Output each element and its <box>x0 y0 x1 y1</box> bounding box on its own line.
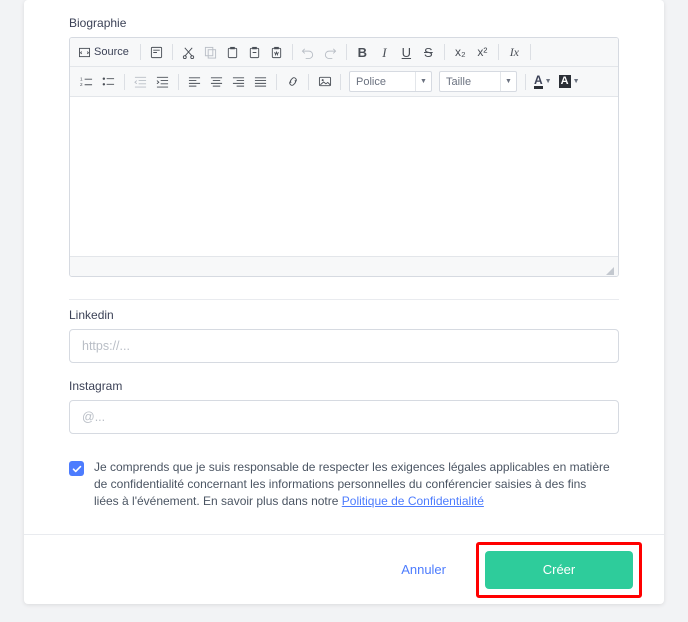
check-icon <box>72 464 82 474</box>
superscript-icon[interactable]: x² <box>477 45 488 59</box>
modal-body <box>24 0 664 512</box>
copy-icon[interactable] <box>200 42 221 62</box>
toolbar-separator <box>140 44 141 60</box>
modal-footer <box>24 534 664 604</box>
indent-icon[interactable] <box>152 72 173 92</box>
bold-icon[interactable]: B <box>357 44 368 60</box>
svg-text:2: 2 <box>80 82 83 88</box>
cancel-button[interactable]: Annuler <box>391 554 456 585</box>
source-button[interactable] <box>76 42 135 62</box>
text-color-glyph: A <box>534 73 543 87</box>
align-left-icon[interactable] <box>184 72 205 92</box>
underline-icon[interactable]: U <box>401 44 412 60</box>
chevron-down-icon: ▼ <box>415 72 431 91</box>
toolbar-separator <box>340 74 341 90</box>
source-label: Source <box>94 45 129 58</box>
outdent-icon[interactable] <box>130 72 151 92</box>
toolbar-separator <box>498 44 499 60</box>
font-family-value: Police <box>356 75 386 88</box>
align-right-icon[interactable] <box>228 72 249 92</box>
toolbar-separator <box>444 44 445 60</box>
align-justify-icon[interactable] <box>250 72 271 92</box>
font-size-select[interactable] <box>439 71 517 92</box>
font-family-select[interactable] <box>349 71 432 92</box>
speaker-form-modal <box>24 0 664 604</box>
privacy-policy-link[interactable]: Politique de Confidentialité <box>341 494 484 508</box>
editor-footer <box>70 256 618 276</box>
create-button-highlight <box>476 542 642 598</box>
italic-icon[interactable]: I <box>382 44 387 60</box>
toolbar-separator <box>124 74 125 90</box>
scissors-icon[interactable] <box>178 42 199 62</box>
instagram-label: Instagram <box>69 379 123 393</box>
paste-word-icon[interactable] <box>266 42 287 62</box>
chevron-down-icon: ▼ <box>572 78 580 85</box>
toolbar-separator <box>172 44 173 60</box>
font-size-value: Taille <box>446 75 472 88</box>
toolbar-separator <box>292 44 293 60</box>
instagram-input[interactable] <box>69 400 619 434</box>
editor-toolbar-row-2 <box>70 67 618 97</box>
subscript-icon[interactable]: x₂ <box>455 45 466 59</box>
background-color-button[interactable] <box>556 72 583 92</box>
undo-icon[interactable] <box>298 42 319 62</box>
link-icon[interactable] <box>282 72 303 92</box>
bulleted-list-icon[interactable] <box>98 72 119 92</box>
text-color-button[interactable] <box>531 72 555 92</box>
redo-icon[interactable] <box>320 42 341 62</box>
toolbar-separator <box>308 74 309 90</box>
linkedin-input[interactable] <box>69 329 619 363</box>
biographie-editor-area[interactable] <box>70 97 618 256</box>
source-icon <box>79 47 90 58</box>
consent-text <box>94 459 614 510</box>
linkedin-label: Linkedin <box>69 308 114 322</box>
toolbar-separator <box>276 74 277 90</box>
editor-toolbar-row-1 <box>70 38 618 67</box>
toolbar-separator <box>178 74 179 90</box>
chevron-down-icon: ▼ <box>500 72 516 91</box>
toolbar-separator <box>530 44 531 60</box>
remove-format-icon[interactable]: Ix <box>509 45 520 59</box>
rich-text-editor[interactable] <box>69 37 619 277</box>
consent-checkbox[interactable] <box>69 461 84 476</box>
consent-text-body: Je comprends que je suis responsable de respecter les exigences légales applicables en matière de confidentialité concernant les informations personnelles du conférencier saisies à des fins liées à l'événement. En savoir plus dans notre <box>94 460 610 508</box>
chevron-down-icon: ▼ <box>544 78 552 85</box>
image-icon[interactable] <box>314 72 335 92</box>
consent-row <box>69 459 619 512</box>
numbered-list-icon[interactable] <box>76 72 97 92</box>
align-center-icon[interactable] <box>206 72 227 92</box>
templates-icon[interactable] <box>146 42 167 62</box>
biographie-label: Biographie <box>69 16 127 30</box>
background-color-glyph: A <box>560 75 569 87</box>
strikethrough-icon[interactable]: S <box>424 44 433 60</box>
section-divider <box>69 299 619 300</box>
create-button[interactable]: Créer <box>485 551 633 589</box>
resize-handle-icon[interactable] <box>605 263 615 273</box>
paste-icon[interactable] <box>222 42 243 62</box>
paste-text-icon[interactable] <box>244 42 265 62</box>
toolbar-separator <box>525 74 526 90</box>
svg-text:1: 1 <box>80 76 83 82</box>
toolbar-separator <box>346 44 347 60</box>
